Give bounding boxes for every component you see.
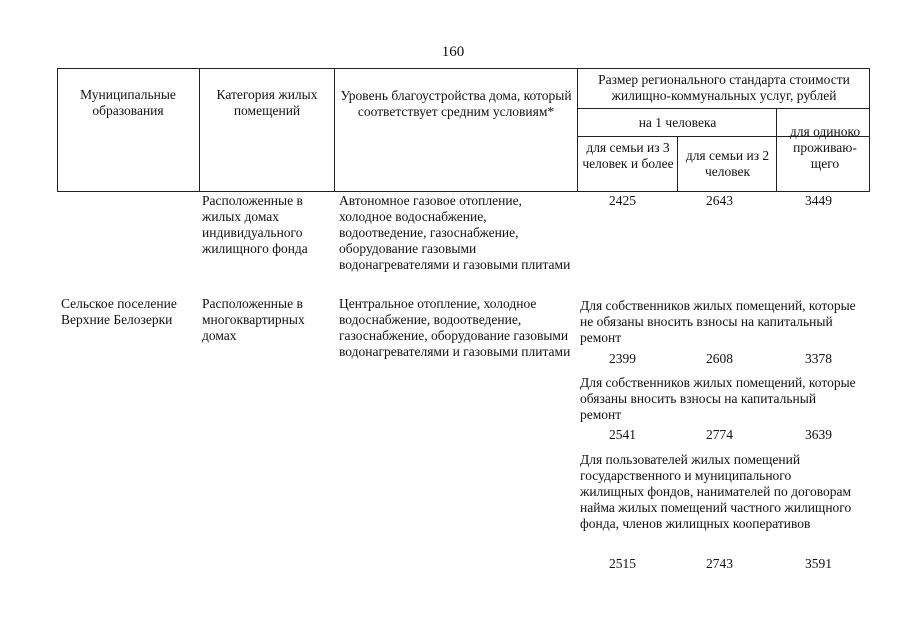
col-border-2 (334, 68, 335, 191)
row2-group1-family2: 2608 (706, 351, 733, 366)
row2-group2-label: Для собственников жилых помещений, которые обязаны вносить взносы на капитальный ремонт (580, 375, 856, 422)
header-single: для одиноко проживаю-щего (789, 124, 861, 171)
row1-level: Автономное газовое отопление, холодное водоснабжение, водоотведение, газоснабжение, оборудование газовыми водонагревателями и газовыми плитами (339, 193, 571, 272)
col-border-3 (577, 68, 578, 191)
header-per-person: на 1 человека (638, 115, 717, 130)
row2-group1-label: Для собственников жилых помещений, которые не обязаны вносить взносы на капитальный ремонт (580, 298, 856, 345)
header-bottom-border (57, 191, 870, 192)
row2-group3-family3: 2515 (609, 556, 636, 571)
row1-family2-value: 2643 (706, 193, 733, 208)
header-municipality: Муниципальные образования (80, 87, 176, 118)
col-border-0 (57, 68, 58, 191)
row1-category: Расположенные в жилых домах индивидуального жилищного фонда (202, 193, 308, 256)
col-border-1 (199, 68, 200, 191)
header-family3: для семьи из 3 человек и более (582, 140, 674, 171)
row2-group2-family3: 2541 (609, 427, 636, 442)
row2-group2-single: 3639 (805, 427, 832, 442)
row2-level: Центральное отопление, холодное водоснабжение, водоотведение, газоснабжение, оборудование газовыми водонагревателями и газовыми плитами (339, 296, 571, 359)
header-family2: для семьи из 2 человек (685, 148, 770, 179)
col-border-4 (677, 136, 678, 191)
row1-family3-value: 2425 (609, 193, 636, 208)
header-divider-1 (577, 108, 870, 109)
row2-group3-single: 3591 (805, 556, 832, 571)
col-border-6 (869, 68, 870, 191)
row2-group1-single: 3378 (805, 351, 832, 366)
header-category: Категория жилых помещений (216, 87, 318, 118)
row2-group3-family2: 2743 (706, 556, 733, 571)
row2-group2-family2: 2774 (706, 427, 733, 442)
page-number: 160 (441, 44, 465, 60)
col-border-5 (776, 108, 777, 191)
row1-single-value: 3449 (805, 193, 832, 208)
row2-group3-label: Для пользователей жилых помещений государственного и муниципального жилищных фондов, нанимателей по договорам найма жилых помещений частного жилищного фонда, членов жилищных кооперативов (580, 452, 852, 531)
row2-category: Расположенные в многоквартирных домах (202, 296, 305, 343)
header-standard: Размер регионального стандарта стоимости жилищно-коммунальных услуг, рублей (598, 72, 850, 103)
row2-group1-family3: 2399 (609, 351, 636, 366)
table-top-border (57, 68, 870, 69)
row2-municipality: Сельское поселение Верхние Белозерки (61, 296, 177, 327)
header-level: Уровень благоустройства дома, который соответствует средним условиям* (340, 88, 572, 119)
